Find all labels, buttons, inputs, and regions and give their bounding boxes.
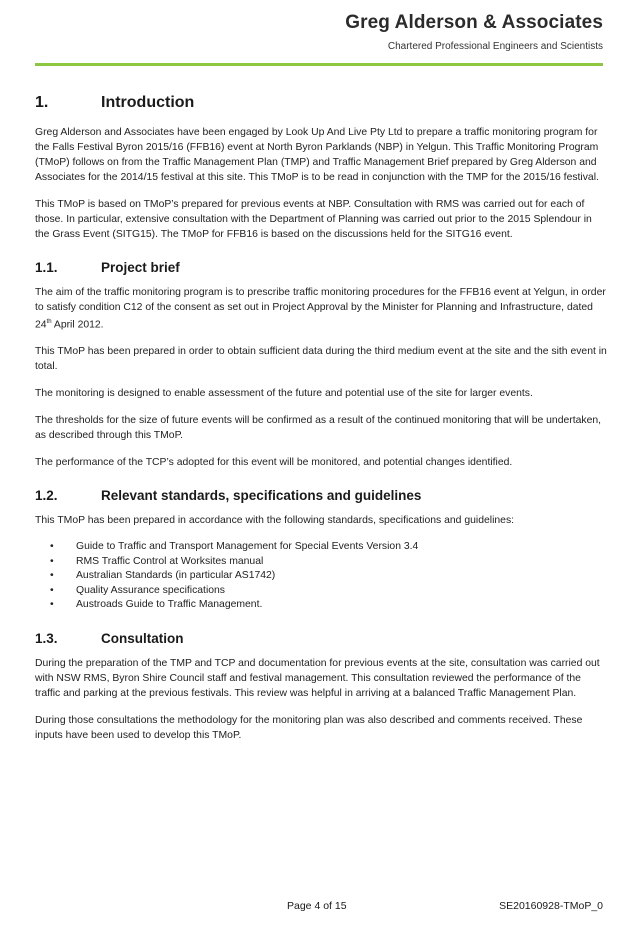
paragraph: The performance of the TCP’s adopted for this event will be monitored, and potential changes identified. <box>35 457 513 469</box>
section-heading-consultation <box>35 631 607 646</box>
paragraph: During those consultations the methodology for the monitoring plan was also described and comments received. These inputs have been used to develop this TMoP. <box>35 714 583 741</box>
section-number: 1.2. <box>35 488 58 504</box>
section-number: 1. <box>35 94 49 111</box>
paragraph: This TMoP has been prepared in order to obtain sufficient data during the third medium event at the site and the sith event in total. <box>35 346 607 373</box>
page-footer <box>0 900 637 914</box>
paragraph: This TMoP is based on TMoP’s prepared for previous events at NBP. Consultation with RMS was carried out for each of those. In particular, extensive consultation with the Department of Planning was carried out prior to the 2015 Splendour in the Grass Event (SITG15). The TMoP for FFB16 is based on the discussions held for the SITG16 event. <box>35 199 592 240</box>
section-heading-project-brief <box>35 260 607 275</box>
list-item: • Austroads Guide to Traffic Management. <box>76 598 607 613</box>
section-number: 1.3. <box>35 630 58 646</box>
document-body <box>35 94 607 755</box>
section-heading-standards <box>35 488 607 503</box>
paragraph: Greg Alderson and Associates have been engaged by Look Up And Live Pty Ltd to prepare a traffic monitoring program for the Falls Festival Byron 2015/16 (FFB16) event at North Byron Parklands (NBP) in Yelgun. This Traffic Monitoring Program (TMoP) follows on from the Traffic Management Plan (TMP) and Traffic Management Brief prepared by Greg Alderson and Associates for the 2014/15 festival at this site. This TMoP is to be read in conjunction with the TMP for the 2015/16 festival. <box>35 127 599 183</box>
list-item: • Guide to Traffic and Transport Management for Special Events Version 3.4 <box>76 540 607 555</box>
paragraph <box>35 285 607 332</box>
company-tagline: Chartered Professional Engineers and Scientists <box>387 41 603 52</box>
section-number: 1.1. <box>35 260 58 275</box>
page-number: Page 4 of 15 <box>287 900 347 912</box>
section-title: Consultation <box>101 630 184 646</box>
header-divider <box>35 63 603 66</box>
section-title: Project brief <box>101 260 180 275</box>
paragraph: The thresholds for the size of future events will be confirmed as a result of the continued monitoring that will be undertaken, as described through this TMoP. <box>35 415 602 442</box>
list-item: • Quality Assurance specifications <box>76 584 607 599</box>
page-header <box>345 12 603 52</box>
paragraph-text: April 2012. <box>51 319 104 331</box>
standards-list <box>35 540 607 613</box>
paragraph: During the preparation of the TMP and TCP and documentation for previous events at the site, consultation was carried out with NSW RMS, Byron Shire Council staff and festival management. This consultation reviewed the performance of the traffic and parking at the previous festivals. This review was helpful in arriving at a balanced Traffic Management Plan. <box>35 657 600 699</box>
ordinal-suffix: th <box>46 319 52 325</box>
paragraph: The monitoring is designed to enable assessment of the future and potential use of the site for larger events. <box>35 388 533 400</box>
section-title: Introduction <box>101 94 195 111</box>
document-reference: SE20160928-TMoP_0 <box>499 900 603 912</box>
list-item: • Australian Standards (in particular AS1742) <box>76 569 607 584</box>
paragraph-text: The aim of the traffic monitoring program is to prescribe traffic monitoring procedures for the FFB16 event at Yelgun, in order to satisfy condition C12 of the consent as set out in Project Approval by the Minister for Planning and Infrastructure, dated 24 <box>35 287 606 331</box>
company-name: Greg Alderson & Associates <box>345 12 603 33</box>
paragraph: This TMoP has been prepared in accordance with the following standards, specifications and guidelines: <box>35 515 515 527</box>
section-title: Relevant standards, specifications and guidelines <box>101 488 422 504</box>
section-heading-introduction <box>35 94 607 112</box>
list-item: • RMS Traffic Control at Worksites manual <box>76 555 607 570</box>
